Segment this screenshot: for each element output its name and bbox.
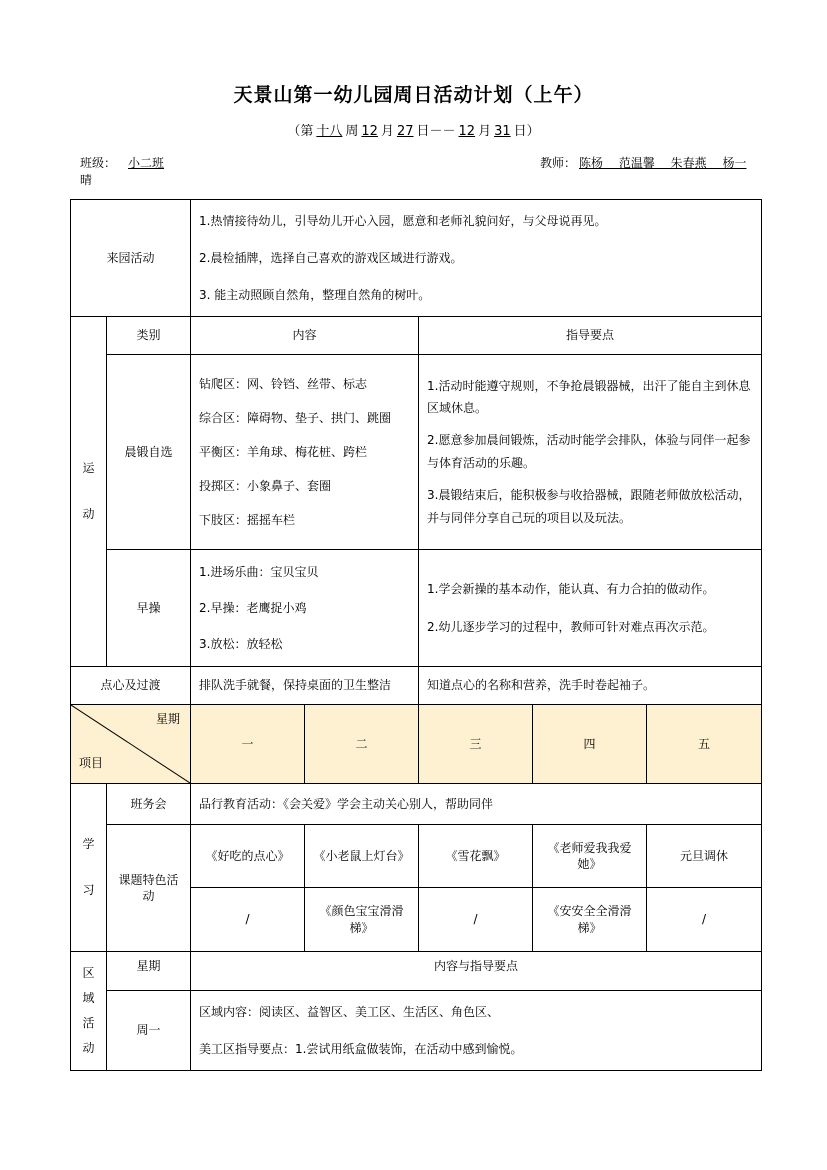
start-month: 12 (361, 124, 378, 139)
exercise-guide: 3.晨锻结束后，能积极参与收拾器械，跟随老师做放松活动，并与同伴分享自己玩的项目以及玩法。 (427, 487, 751, 525)
item-header-label: 项目 (79, 755, 104, 770)
morning-exercise-guide (419, 355, 762, 550)
arrival-content (191, 200, 762, 317)
topic-fri: 元旦调休 (647, 825, 762, 888)
study-label: 学 习 (71, 784, 107, 952)
week-diagonal-header (71, 705, 191, 784)
start-day: 27 (396, 124, 414, 139)
exercise-area: 投掷区：小象鼻子、套圈 (199, 479, 332, 494)
topic2-tue: 《颜色宝宝滑滑 梯》 (305, 888, 419, 952)
topic-thu: 《老师爱我我爱 她》 (533, 825, 647, 888)
morning-drill-guide (419, 550, 762, 667)
morning-drill-label: 早操 (107, 550, 191, 667)
area-monday-content (191, 991, 762, 1071)
class-affairs-content: 品行教育活动：《会关爱》学会主动关心别人，帮助同伴 (191, 784, 762, 825)
day-wednesday: 三 (419, 705, 533, 784)
date-close: 日） (513, 124, 540, 139)
topic-tue: 《小老鼠上灯台》 (305, 825, 419, 888)
week-label: 周 (345, 124, 359, 139)
topic2-fri: / (647, 888, 762, 952)
month-label: 月 (380, 124, 394, 139)
day-monday: 一 (191, 705, 305, 784)
arrival-item: 1.热情接待幼儿，引导幼儿开心入园，愿意和老师礼貌问好，与父母说再见。 (199, 213, 607, 228)
teacher-label: 教师： (540, 156, 577, 170)
area-weekday-label: 星期 (107, 952, 191, 991)
snack-content: 排队洗手就餐，保持桌面的卫生整洁 (191, 667, 419, 705)
exercise-guide: 2.愿意参加晨间锻炼，活动时能学会排队，体验与同伴一起参与体育活动的乐趣。 (427, 433, 751, 470)
date-range (0, 120, 827, 139)
area-label: 区 域 活 动 (71, 952, 107, 1071)
week-number: 十八 (316, 124, 343, 139)
page-title: 天景山第一幼儿园周日活动计划（上午） (233, 84, 594, 106)
activity-plan-table (70, 199, 762, 1071)
sports-label: 运 动 (71, 317, 107, 667)
teacher-name-wrap: 晴 (80, 173, 93, 187)
teacher-names: 陈杨 范温馨 朱春燕 杨一 (579, 156, 747, 170)
drill-guide: 1.学会新操的基本动作，能认真、有力合拍的做动作。 (427, 582, 715, 597)
day-label: 日－－ (416, 124, 456, 139)
class-label: 班级： (80, 156, 117, 170)
end-day: 31 (494, 124, 511, 139)
day-friday: 五 (647, 705, 762, 784)
day-thursday: 四 (533, 705, 647, 784)
arrival-item: 2.晨检插牌，选择自己喜欢的游戏区域进行游戏。 (199, 250, 463, 265)
drill-item: 1.进场乐曲：宝贝宝贝 (199, 564, 319, 579)
snack-guide: 知道点心的名称和营养，洗手时卷起袖子。 (419, 667, 762, 705)
topic2-thu: 《安安全全滑滑 梯》 (533, 888, 647, 952)
exercise-guide: 1.活动时能遵守规则，不争抢晨锻器械，出汗了能自主到休息区域休息。 (427, 378, 751, 416)
morning-exercise-label: 晨锻自选 (107, 355, 191, 550)
col-category: 类别 (107, 317, 191, 355)
col-content: 内容 (191, 317, 419, 355)
end-month: 12 (458, 124, 476, 139)
class-value: 小二班 (128, 156, 165, 170)
exercise-area: 平衡区：羊角球、梅花桩、跨栏 (199, 444, 368, 459)
topic-wed: 《雪花飘》 (419, 825, 533, 888)
topic2-mon: / (191, 888, 305, 952)
drill-guide: 2.幼儿逐步学习的过程中，教师可针对难点再次示范。 (427, 619, 715, 634)
teacher-info (540, 154, 749, 171)
exercise-area: 综合区：障碍物、垫子、拱门、跳圈 (199, 410, 392, 425)
morning-drill-content (191, 550, 419, 667)
class-info (80, 154, 228, 171)
exercise-area: 下肢区：摇摇车栏 (199, 513, 296, 528)
snack-label: 点心及过渡 (71, 667, 191, 705)
date-open: （第 (287, 124, 314, 139)
area-line: 区域内容：阅读区、益智区、美工区、生活区、角色区、 (199, 1005, 500, 1020)
topic-mon: 《好吃的点心》 (191, 825, 305, 888)
weekday-header-label: 星期 (156, 712, 181, 726)
arrival-item: 3. 能主动照顾自然角，整理自然角的树叶。 (199, 288, 431, 303)
class-affairs-label: 班务会 (107, 784, 191, 825)
drill-item: 3.放松：放轻松 (199, 637, 283, 652)
topic2-wed: / (419, 888, 533, 952)
morning-exercise-content (191, 355, 419, 550)
area-content-label: 内容与指导要点 (191, 952, 762, 991)
drill-item: 2.早操：老鹰捉小鸡 (199, 600, 307, 615)
month-label-2: 月 (478, 124, 492, 139)
col-guide: 指导要点 (419, 317, 762, 355)
topic-label: 课题特色活 动 (107, 825, 191, 952)
arrival-label: 来园活动 (71, 200, 191, 317)
area-monday-label: 周一 (107, 991, 191, 1071)
area-line: 美工区指导要点：1.尝试用纸盒做装饰，在活动中感到愉悦。 (199, 1041, 523, 1056)
day-tuesday: 二 (305, 705, 419, 784)
exercise-area: 钻爬区：网、铃铛、丝带、标志 (199, 376, 368, 391)
